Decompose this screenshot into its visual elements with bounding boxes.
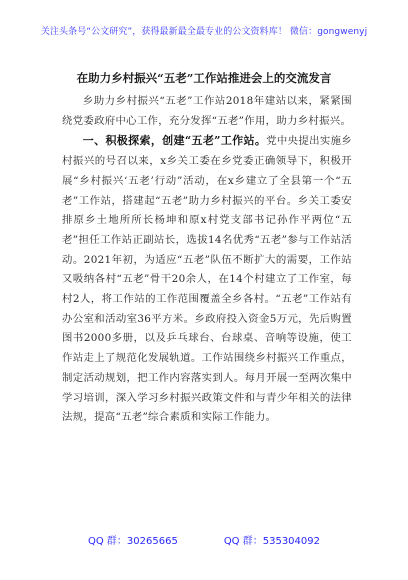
qq-group-2: QQ 群：535304092 (223, 536, 320, 547)
footer-contacts (0, 532, 408, 547)
promo-banner: 关注头条号“公文研究”，获得最新最全最专业的公文资料库！ 微信：gongwenyj (40, 27, 368, 37)
section-1-heading: 一、积极探索，创建“五老”工作站。 (82, 134, 267, 148)
intro-paragraph: 乡助力乡村振兴“五老”工作站2018年建站以来，紧紧围绕党委政府中心工作，充分发挥“五老”作用，助力乡村振兴。 (62, 95, 352, 127)
document-body (62, 92, 352, 428)
section-1-paragraph (62, 131, 352, 428)
section-1-text: 党中央提出实施乡村振兴的号召以来，x乡关工委在乡党委正确领导下，积极开展“乡村振兴‘五老’行动”活动，在x乡建立了全县第一个“五老”工作站，搭建起“五老”助力乡村振兴的平台。乡关工委安排原乡土地所所长杨坤和原x村党支部书记孙作平两位“五老”担任工作站正副站长，选拔14名优秀“五老”参与工作站活动。2021年初，为适应“五老”队伍不断扩大的需要，工作站又吸纳各村“五老”骨干20余人，在14个村建立了工作室，每村2人，将工作站的工作范围覆盖全乡各村。“五老”工作站有办公室和活动室36平方米。乡政府投入资金5万元，先后购置图书2000多册，以及乒乓球台、台球桌、音响等设施，使工作站走上了规范化发展轨道。工作站围绕乡村振兴工作重点，制定活动规划，把工作内容落实到人。每月开展一至两次集中学习培训，深入学习乡村振兴政策文件和与青少年相关的法律法规，提高“五老”综合素质和实际工作能力。 (62, 135, 352, 424)
document-title: 在助力乡村振兴“五老”工作站推进会上的交流发言 (76, 71, 332, 85)
qq-group-1: QQ 群：30265665 (87, 536, 178, 547)
